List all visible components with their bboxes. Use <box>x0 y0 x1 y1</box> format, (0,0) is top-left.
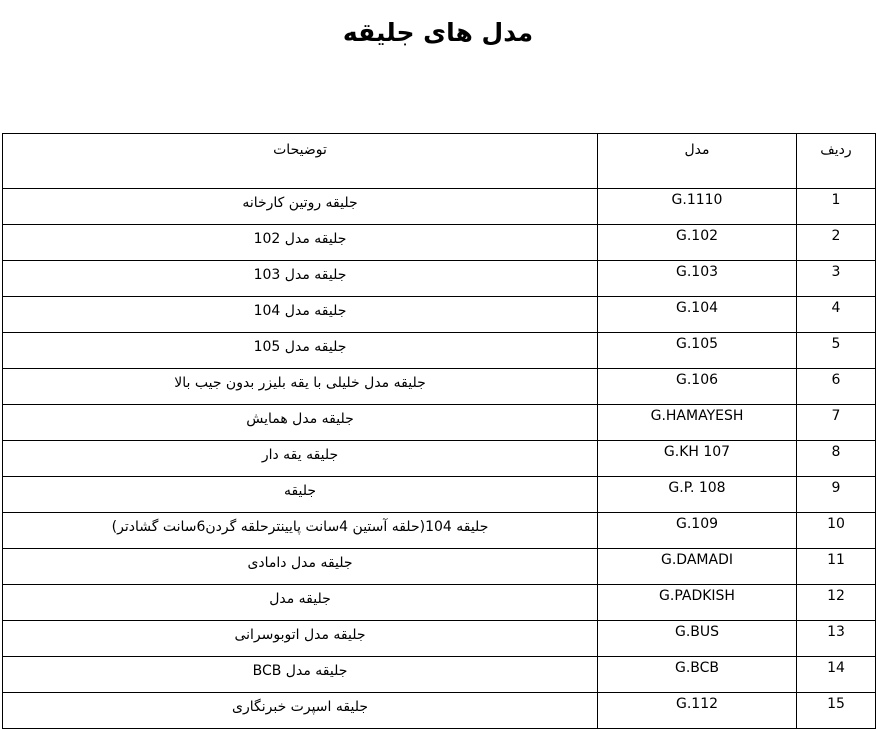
header-model: مدل <box>598 134 797 189</box>
row-description: جلیقه یقه دار <box>3 441 598 477</box>
row-index: 1 <box>797 189 876 225</box>
row-model: G.1110 <box>598 189 797 225</box>
table-row <box>3 261 876 297</box>
row-index: 13 <box>797 621 876 657</box>
table-row <box>3 405 876 441</box>
table-row <box>3 621 876 657</box>
row-description: جلیقه مدل دامادی <box>3 549 598 585</box>
row-description: جلیقه مدل خلیلی با یقه بلیزر بدون جیب بالا <box>3 369 598 405</box>
row-index: 9 <box>797 477 876 513</box>
table-row <box>3 657 876 693</box>
table-row <box>3 477 876 513</box>
row-model: G.105 <box>598 333 797 369</box>
row-index: 15 <box>797 693 876 729</box>
row-model: G.106 <box>598 369 797 405</box>
row-model: G.102 <box>598 225 797 261</box>
table-body <box>3 189 876 729</box>
row-model: G.BCB <box>598 657 797 693</box>
page-title: مدل های جلیقه <box>342 18 534 47</box>
row-description: جلیقه مدل BCB <box>3 657 598 693</box>
table-row <box>3 369 876 405</box>
row-description: جلیقه مدل 105 <box>3 333 598 369</box>
row-model: G.BUS <box>598 621 797 657</box>
table-row <box>3 513 876 549</box>
header-description: توضیحات <box>3 134 598 189</box>
table-row <box>3 189 876 225</box>
row-model: G.112 <box>598 693 797 729</box>
row-description: جلیقه مدل <box>3 585 598 621</box>
row-model: G.DAMADI <box>598 549 797 585</box>
row-model: G.P. 108 <box>598 477 797 513</box>
table-row <box>3 441 876 477</box>
table-row <box>3 693 876 729</box>
row-description: جلیقه روتین کارخانه <box>3 189 598 225</box>
table-row <box>3 333 876 369</box>
table-row <box>3 225 876 261</box>
row-description: جلیقه <box>3 477 598 513</box>
row-description: جلیقه مدل 103 <box>3 261 598 297</box>
row-model: G.109 <box>598 513 797 549</box>
row-index: 4 <box>797 297 876 333</box>
header-index: ردیف <box>797 134 876 189</box>
row-model: G.PADKISH <box>598 585 797 621</box>
row-index: 6 <box>797 369 876 405</box>
row-index: 2 <box>797 225 876 261</box>
table-row <box>3 585 876 621</box>
row-index: 5 <box>797 333 876 369</box>
row-index: 8 <box>797 441 876 477</box>
row-description: جلیقه مدل 104 <box>3 297 598 333</box>
row-description: جلیقه اسپرت خبرنگاری <box>3 693 598 729</box>
row-index: 7 <box>797 405 876 441</box>
table-row <box>3 549 876 585</box>
row-index: 3 <box>797 261 876 297</box>
row-model: G.104 <box>598 297 797 333</box>
vest-models-table <box>2 133 876 729</box>
row-index: 10 <box>797 513 876 549</box>
row-model: G.103 <box>598 261 797 297</box>
row-model: G.KH 107 <box>598 441 797 477</box>
row-description: جلیقه مدل همایش <box>3 405 598 441</box>
table-row <box>3 297 876 333</box>
table-header-row <box>3 134 876 189</box>
row-description: جلیقه مدل اتوبوسرانی <box>3 621 598 657</box>
row-description: جلیقه مدل 102 <box>3 225 598 261</box>
row-description: جلیقه 104(حلقه آستین 4سانت پایینترحلقه گردن6سانت گشادتر) <box>3 513 598 549</box>
row-index: 12 <box>797 585 876 621</box>
row-index: 11 <box>797 549 876 585</box>
row-model: G.HAMAYESH <box>598 405 797 441</box>
row-index: 14 <box>797 657 876 693</box>
